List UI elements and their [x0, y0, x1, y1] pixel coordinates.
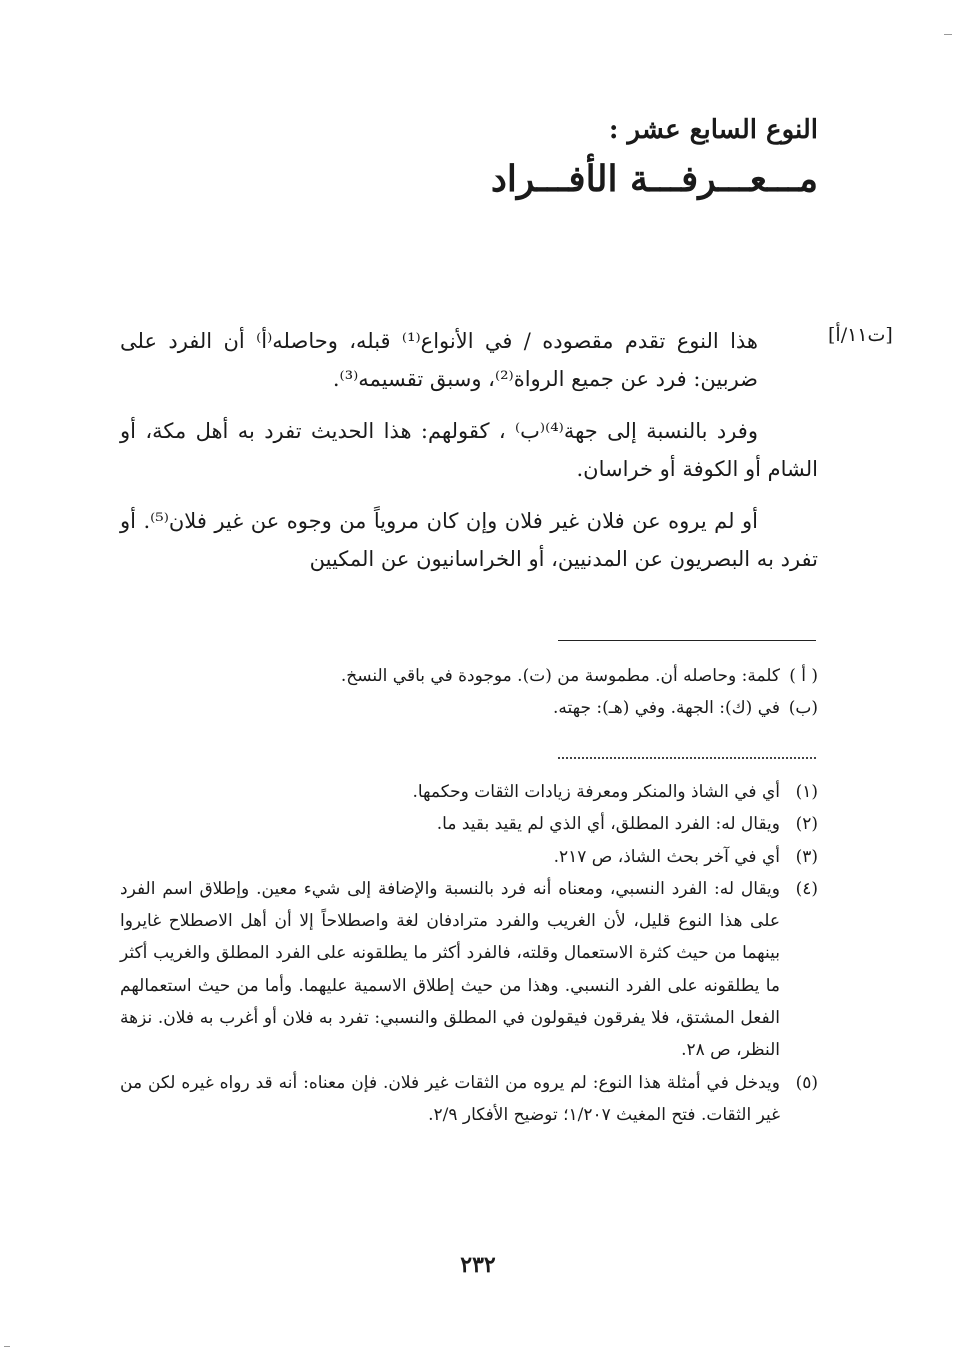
note-text: ويقال له: الفرد المطلق، أي الذي لم يقيد بقيد ما. [436, 814, 780, 835]
scan-edge-mark-bottom [4, 1346, 10, 1347]
paragraph: وفرد بالنسبة إلى جهة⁽⁴⁾⁽ب⁾ ، كقولهم: هذا الحديث تفرد به أهل مكة، أو الشام أو الكوفة أو خراسان. [120, 419, 818, 481]
apparatus-note [120, 660, 818, 692]
main-text [120, 322, 818, 592]
note-marker: ( أ ) [789, 666, 818, 686]
paragraph: أو لم يروه عن فلان غير فلان وإن كان مروياً من وجوه عن غير فلان⁽⁵⁾. أو تفرد به البصريون عن المدنيين، أو الخراسانيون عن المكيين [120, 509, 818, 571]
footnote-separator [558, 640, 816, 641]
paragraph: هذا النوع تقدم مقصوده / في الأنواع⁽¹⁾ قبله، وحاصله⁽أ⁾ أن الفرد على ضربين: فرد عن جميع الرواة⁽²⁾، وسبق تقسيمه⁽³⁾. [120, 329, 758, 391]
note-marker: (٣) [795, 846, 818, 867]
note-text: كلمة: وحاصله أن. مطموسة من (ت). موجودة في باقي النسخ. [340, 666, 780, 686]
note-marker: (ب) [788, 698, 818, 718]
scan-edge-mark [944, 34, 952, 35]
footnotes [120, 776, 818, 1131]
footnote [120, 841, 818, 873]
footnote [120, 776, 818, 808]
note-text: ويدخل في أمثلة هذا النوع: لم يروه من الثقات غير فلان. فإن معناه: أنه قد رواه غيره لكن من غير الثقات. فتح المغيث ١/٢٠٧؛ توضيح الأفكار ٢/٩. [120, 1072, 780, 1125]
footnote [120, 1067, 818, 1132]
note-marker: (١) [795, 782, 818, 802]
chapter-heading [318, 110, 818, 206]
apparatus-notes [120, 660, 818, 724]
note-marker: (٢) [795, 814, 818, 835]
chapter-subtitle: النوع السابع عشر : [608, 115, 818, 145]
footnote [120, 808, 818, 840]
note-text: أي في آخر بحث الشاذ، ص ٢١٧. [553, 846, 780, 867]
footnote [120, 873, 818, 1067]
manuscript-folio-ref: [ت١١/أ] [828, 324, 893, 346]
note-text: في (ك): الجهة. وفي (هـ): جهته. [553, 698, 780, 718]
dotted-separator [558, 757, 816, 759]
note-marker: (٤) [795, 878, 818, 899]
note-text: ويقال له: الفرد النسبي، ومعناه أنه فرد بالنسبة والإضافة إلى شيء معين. وإطلاق اسم الفرد على هذا النوع قليل، لأن الغريب والفرد مترادفان لغة واصطلاحاً إلا أن أهل الاصطلاح غايروا بينهما من حيث كثرة الاستعمال وقلته، فالفرد أكثر ما يطلقونه على الفرد المطلق والغريب أكثر ما يطلقونه على الفرد النسبي. وهذا من حيث إطلاق الاسمية عليهما. وأما من حيث استعمالهم الفعل المشتق، فلا يفرقون فيقولون في المطلق والنسبي: تفرد به فلان أو أغرب به فلان. نزهة النظر، ص ٢٨. [120, 878, 780, 1061]
chapter-title: مـــعـــرفـــة الأفـــراد [490, 158, 818, 200]
apparatus-note [120, 692, 818, 724]
note-marker: (٥) [795, 1072, 818, 1093]
page-number: ٢٣٢ [460, 1252, 496, 1278]
note-text: أي في الشاذ والمنكر ومعرفة زيادات الثقات وحكمها. [412, 782, 780, 802]
